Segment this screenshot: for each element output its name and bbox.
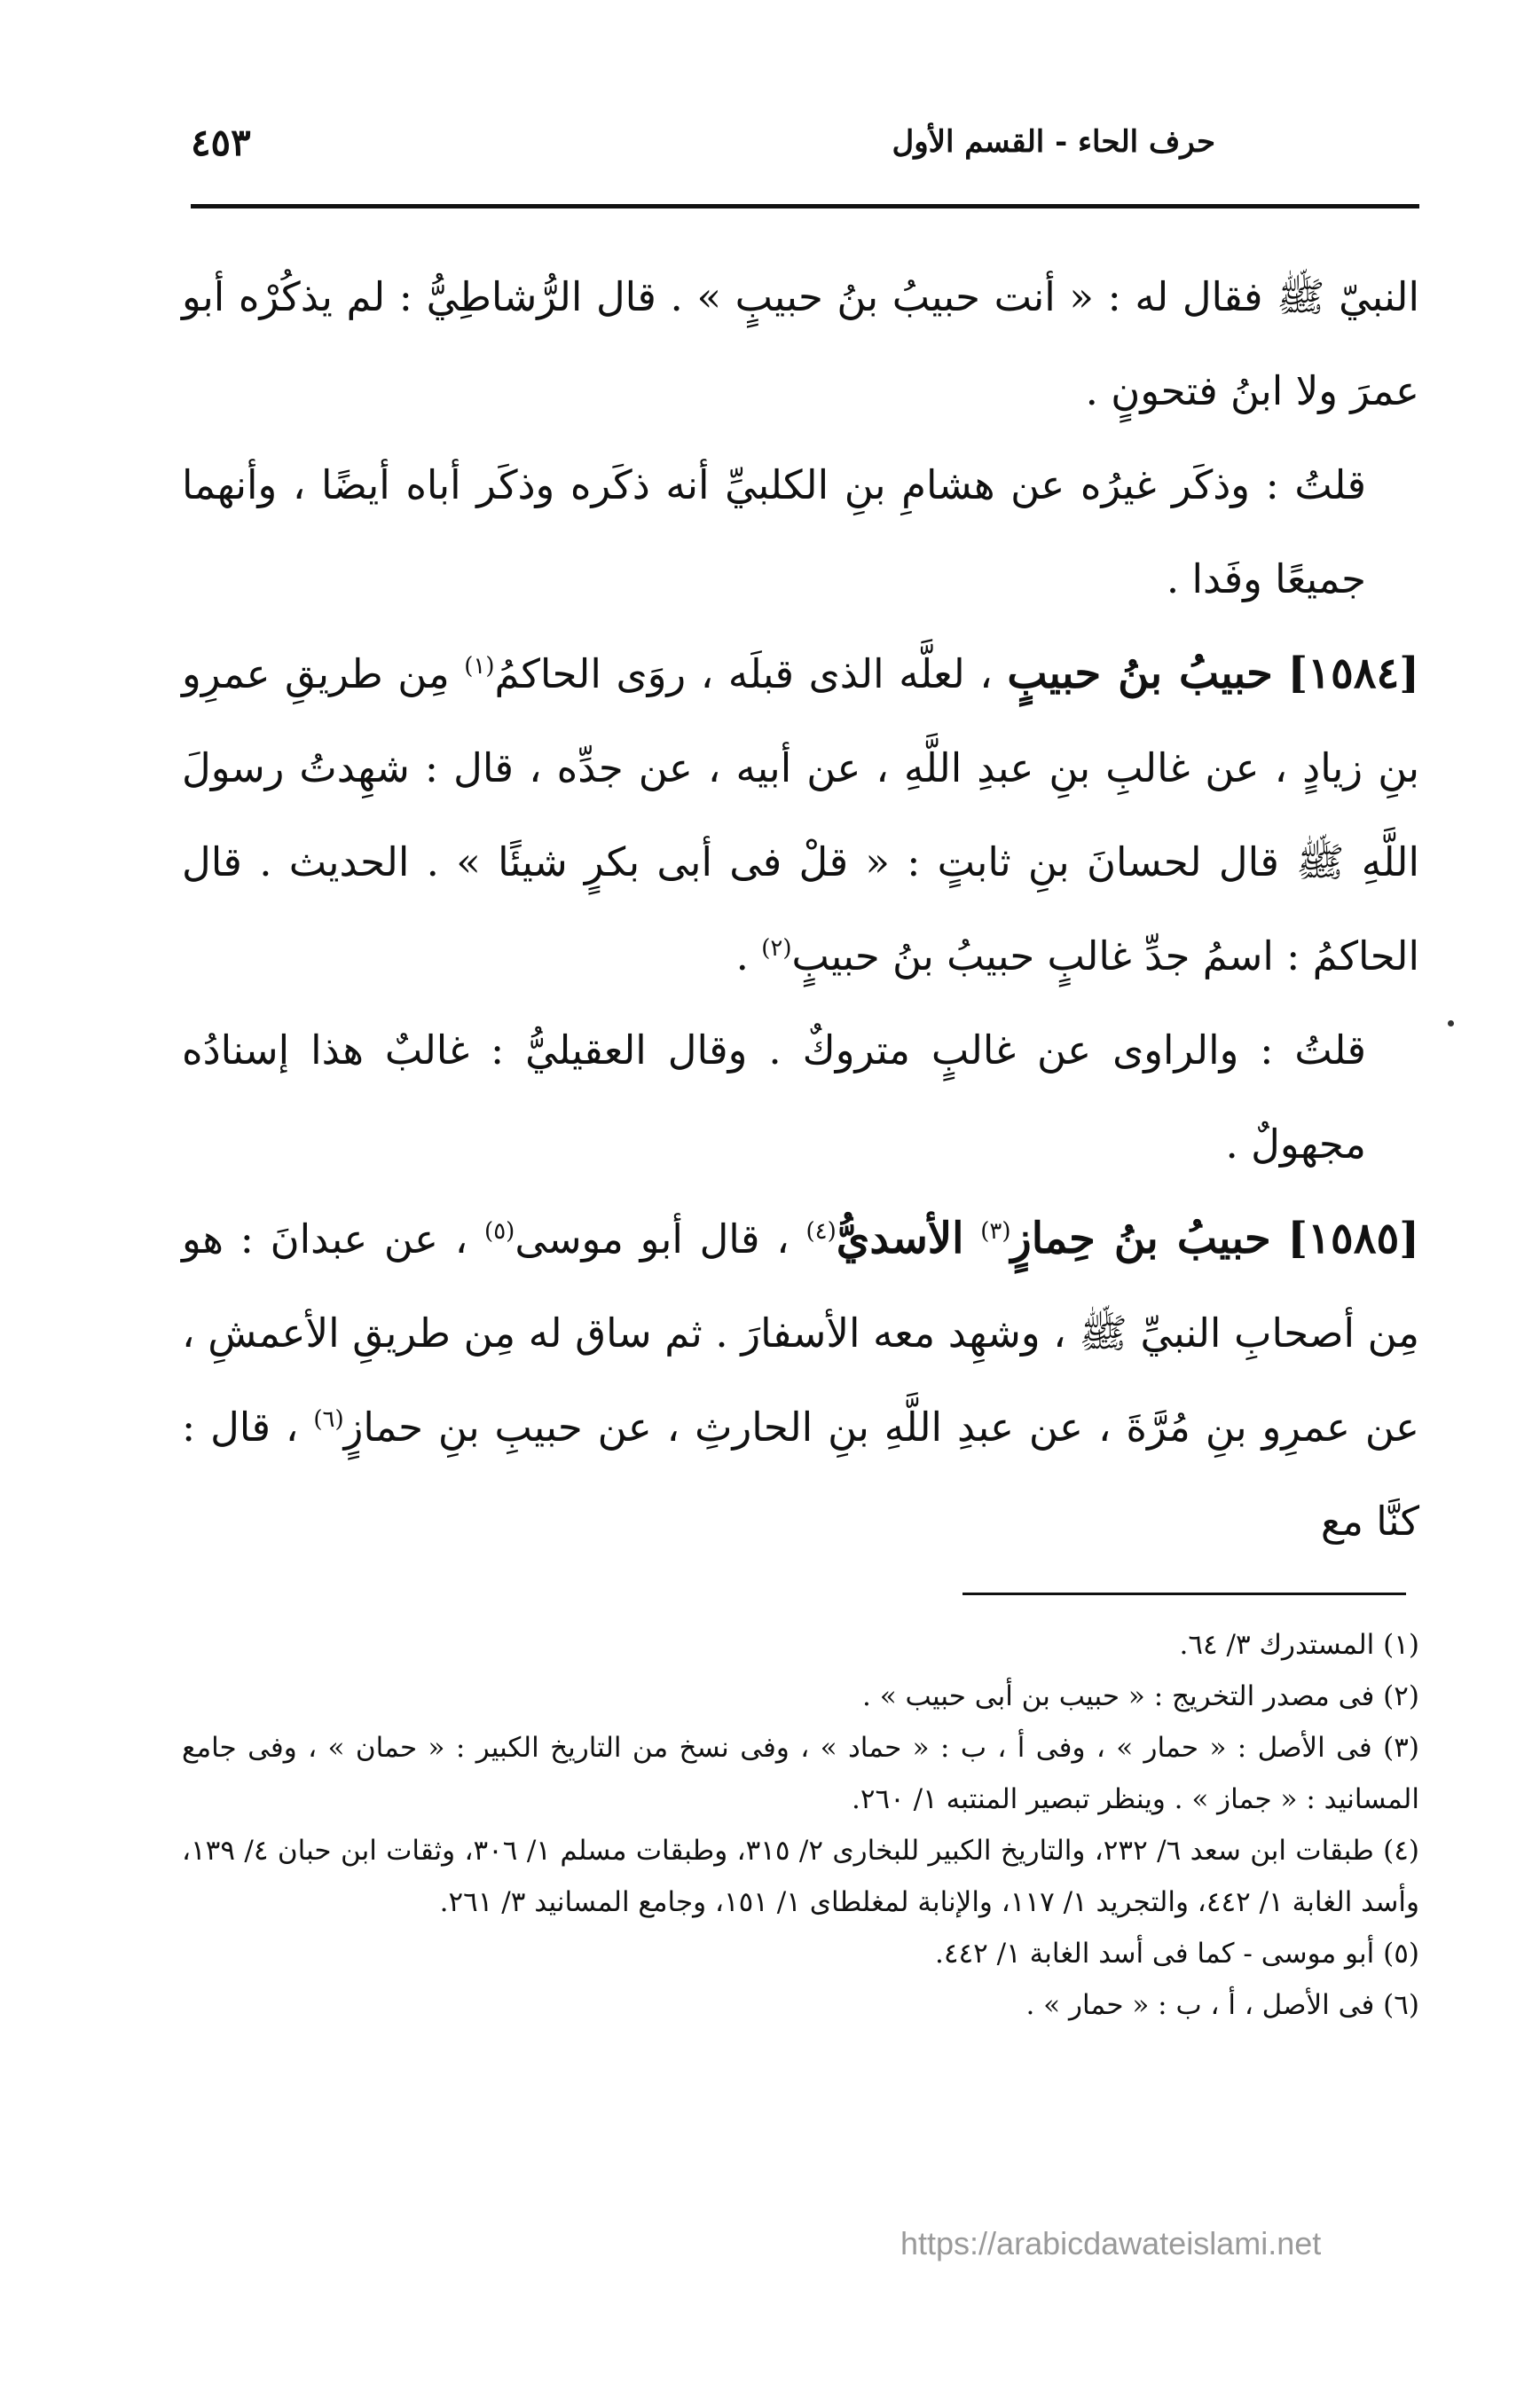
footnote-ref: (٢): [761, 935, 792, 962]
footnote: (٣) فى الأصل : « حمار » ، وفى أ ، ب : « حماد » ، وفى نسخ من التاريخ الكبير : « حمان » ، وفى جامع المسانيد : « جماز » . وينظر تبصير المنتبه ١/ ٢٦٠.: [182, 1732, 1419, 1815]
footnote: (٢) فى مصدر التخريج : « حبيب بن أبى حبيب » .: [862, 1680, 1419, 1712]
footnote: (٤) طبقات ابن سعد ٦/ ٢٣٢، والتاريخ الكبير للبخارى ٢/ ٣١٥، وطبقات مسلم ١/ ٣٠٦، وثقات ابن حبان ٤/ ١٣٩، وأسد الغابة ١/ ٤٤٢، والتجريد ١/ ١١٧، والإنابة لمغلطاى ١/ ١٥١، وجامع المسانيد ٣/ ٢٦١.: [182, 1835, 1419, 1918]
footnote-ref: (٤): [805, 1218, 837, 1245]
footnote: (١) المستدرك ٣/ ٦٤.: [1179, 1629, 1419, 1661]
entry-text: مِن طريقِ عمرِو بنِ زيادٍ ، عن غالبِ بنِ عبدِ اللَّهِ ، عن أبيه ، عن جدِّه ، قال : شهِدتُ رسولَ اللَّهِ ﷺ قال لحسانَ بنِ ثابتٍ : « قلْ فى أبى بكرٍ شيئًا » . الحديث . قال الحاكمُ : اسمُ جدِّ غالبٍ حبيبُ بنُ حبيبٍ: [182, 650, 1419, 979]
entry-1584: [182, 626, 1419, 1003]
footnote-ref: (٥): [484, 1218, 515, 1245]
margin-dot: [1448, 1020, 1454, 1026]
footnote-ref: (٦): [313, 1406, 344, 1433]
paragraph-continuation: النبيّ ﷺ فقال له : « أنت حبيبُ بنُ حبيبٍ » . قال الرُّشاطِيُّ : لم يذكُرْه أبو عمرَ ولا ابنُ فتحونٍ .: [182, 273, 1419, 414]
footnote-ref: (٣): [980, 1218, 1011, 1245]
entry-number: [١٥٨٥]: [1287, 1214, 1419, 1263]
entry-1585: [182, 1192, 1419, 1569]
entry-number: [١٥٨٤]: [1287, 649, 1419, 698]
page-number: ٤٥٣: [191, 121, 251, 164]
footnote: (٥) أبو موسى - كما فى أسد الغابة ١/ ٤٤٢.: [935, 1938, 1419, 1970]
entry-name: الأسديُّ: [836, 1214, 964, 1263]
footnote-rule: [962, 1593, 1406, 1595]
entry-name: حبيبُ بنُ حبيبٍ: [1007, 649, 1273, 698]
footnote: (٦) فى الأصل ، أ ، ب : « حمار » .: [1025, 1989, 1419, 2021]
entry-name: حبيبُ بنُ حِمازٍ: [1010, 1214, 1271, 1263]
footnotes: [182, 1619, 1419, 2031]
main-text: [182, 250, 1419, 1569]
entry-text: ، لعلَّه الذى قبلَه ، روَى الحاكمُ: [494, 650, 993, 697]
entry-text: ، قال أبو موسى: [515, 1215, 790, 1262]
entry-text: ، قال : كنَّا مع: [182, 1404, 1419, 1545]
watermark-url: https://arabicdawateislami.net: [900, 2225, 1322, 2261]
running-title: حرف الحاء - القسم الأول: [892, 124, 1215, 160]
entry-text: ، عن عبدانَ : هو مِن أصحابِ النبيِّ ﷺ ، وشهِد معه الأسفارَ . ثم ساق له مِن طريقِ الأعمشِ ، عن عمرِو بنِ مُرَّةَ ، عن عبدِ اللَّهِ بنِ الحارثِ ، عن حبيبِ بنِ حمازٍ: [182, 1215, 1419, 1451]
paragraph-note: قلتُ : والراوى عن غالبٍ متروكٌ . وقال العقيليُّ : غالبٌ هذا إسنادُه مجهولٌ .: [182, 1026, 1366, 1168]
footnote-ref: (١): [464, 653, 495, 680]
header-rule: [191, 204, 1419, 208]
paragraph-note: قلتُ : وذكَر غيرُه عن هشامِ بنِ الكلبيِّ أنه ذكَره وذكَر أباه أيضًا ، وأنهما جميعًا وفَدا .: [182, 461, 1366, 602]
page-header: [191, 121, 1419, 186]
entry-text: .: [735, 932, 749, 979]
